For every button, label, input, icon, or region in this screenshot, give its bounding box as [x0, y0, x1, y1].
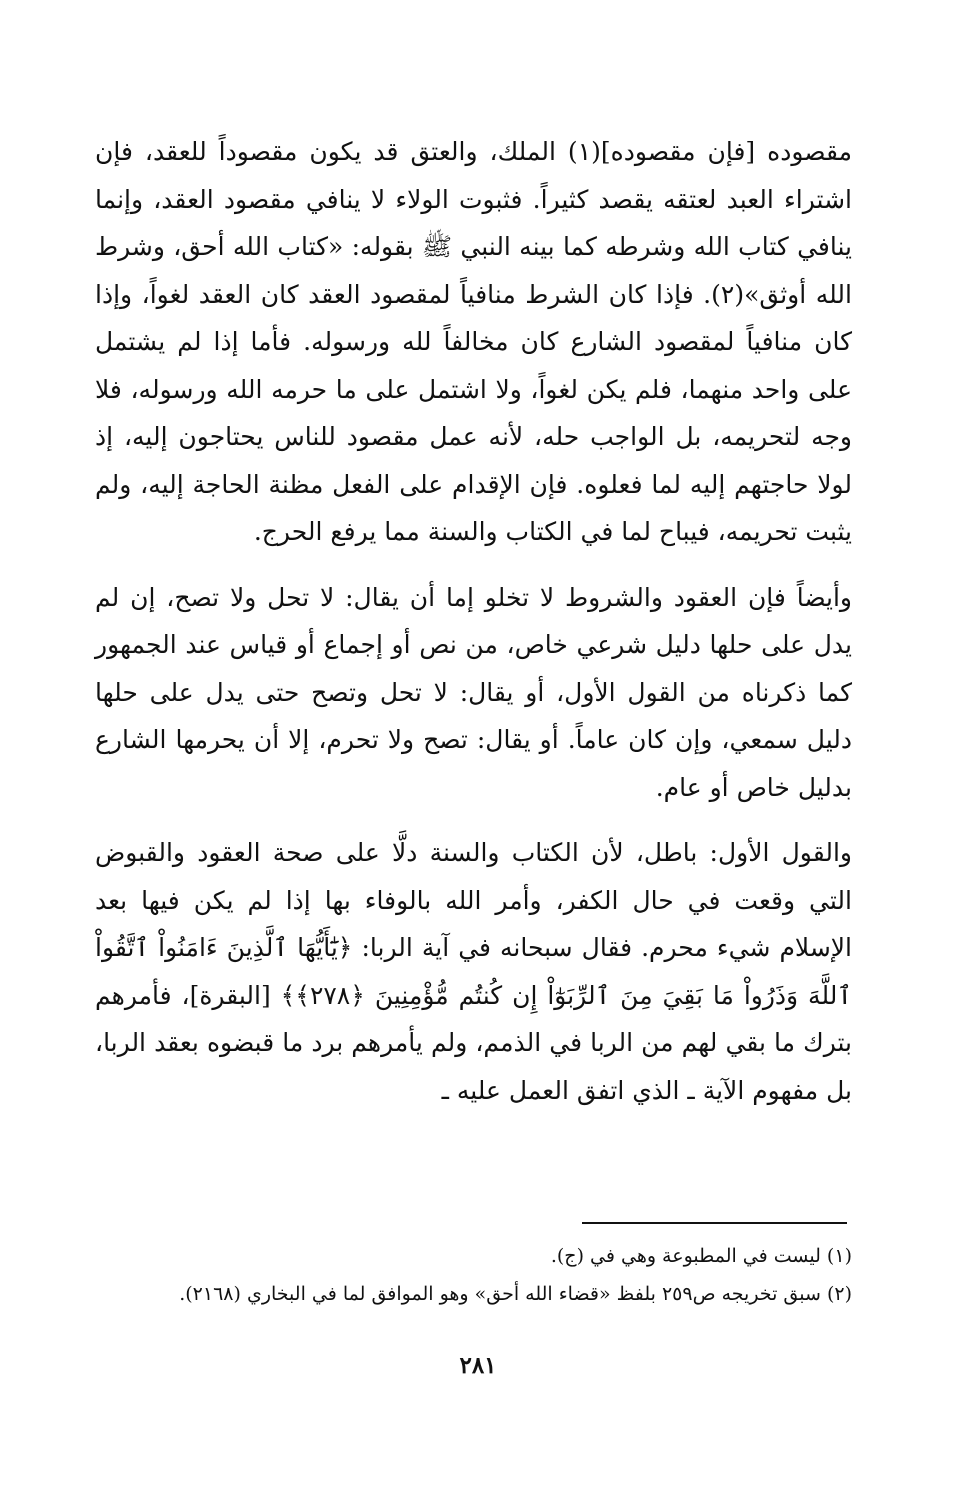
footnote-2: (٢) سبق تخريجه ص٢٥٩ بلفظ «قضاء الله أحق» وهو الموافق لما في البخاري (٢١٦٨).: [179, 1283, 852, 1305]
paragraph-3: والقول الأول: باطل، لأن الكتاب والسنة دلَّا على صحة العقود والقبوض التي وقعت في حال الكفر، وأمر الله بالوفاء بها إذا لم يكن فيها بعد الإسلام شيء محرم. فقال سبحانه في آية الربا: ﴿يَٰٓأَيُّهَا ٱلَّذِينَ ءَامَنُواْ ٱتَّقُواْ ٱللَّهَ وَذَرُواْ مَا بَقِيَ مِنَ ٱلرِّبَوٰٓاْ إِن كُنتُم مُّؤْمِنِينَ ﴿٢٧٨﴾﴾ [البقرة]، فأمرهم بترك ما بقي لهم من الربا في الذمم، ولم يأمرهم برد ما قبضوه بعقد الربا، بل مفهوم الآية ـ الذي اتفق العمل عليه ـ: [95, 838, 852, 1105]
footnote-divider: [582, 1222, 847, 1224]
main-text: [95, 128, 852, 1114]
footnote-1: (١) ليست في المطبوعة وهي في (ج).: [550, 1245, 852, 1267]
footnotes: [95, 1237, 852, 1313]
page-number: ٢٨١: [459, 1352, 497, 1379]
paragraph-2: وأيضاً فإن العقود والشروط لا تخلو إما أن يقال: لا تحل ولا تصح، إن لم يدل على حلها دليل شرعي خاص، من نص أو إجماع أو قياس عند الجمهور كما ذكرناه من القول الأول، أو يقال: لا تحل وتصح حتى يدل على حلها دليل سمعي، وإن كان عاماً. أو يقال: تصح ولا تحرم، إلا أن يحرمها الشارع بدليل خاص أو عام.: [95, 582, 852, 802]
paragraph-1: مقصوده [فإن مقصوده](١) الملك، والعتق قد يكون مقصوداً للعقد، فإن اشتراء العبد لعتقه يقصد كثيراً. فثبوت الولاء لا ينافي مقصود العقد، وإنما ينافي كتاب الله وشرطه كما بينه النبي ﷺ بقوله: «كتاب الله أحق، وشرط الله أوثق»(٢). فإذا كان الشرط منافياً لمقصود العقد كان العقد لغواً، وإذا كان منافياً لمقصود الشارع كان مخالفاً لله ورسوله. فأما إذا لم يشتمل على واحد منهما، فلم يكن لغواً، ولا اشتمل على ما حرمه الله ورسوله، فلا وجه لتحريمه، بل الواجب حله، لأنه عمل مقصود للناس يحتاجون إليه، إذ لولا حاجتهم إليه لما فعلوه. فإن الإقدام على الفعل مظنة الحاجة إليه، ولم يثبت تحريمه، فيباح لما في الكتاب والسنة مما يرفع الحرج.: [95, 137, 852, 546]
